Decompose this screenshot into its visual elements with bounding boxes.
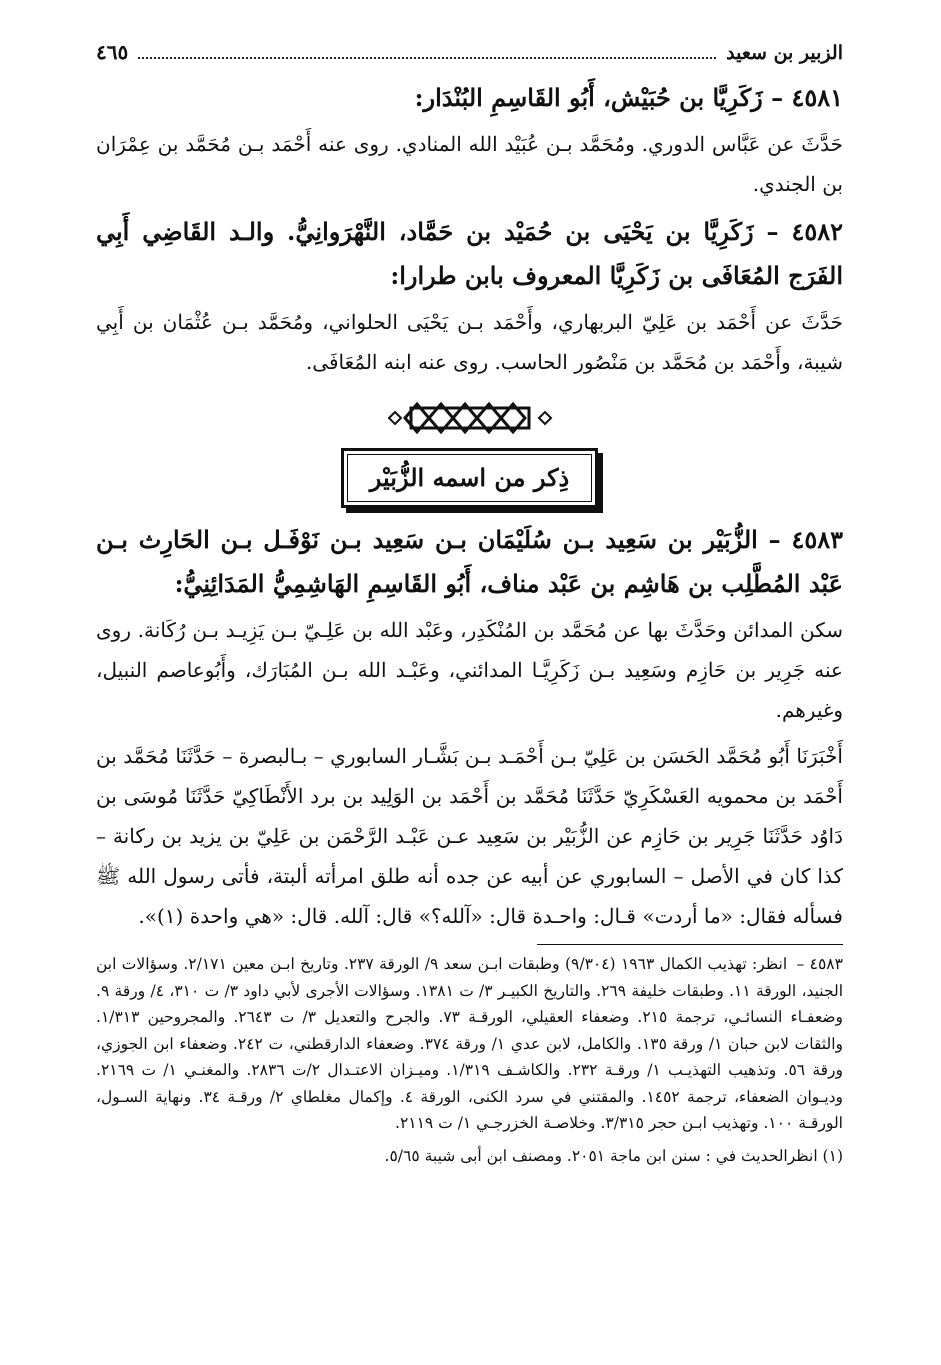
section-heading-frame (96, 448, 843, 508)
entry-4581-text: حَدَّثَ عن عَبَّاس الدوري. ومُحَمَّد بـن عُبَيْد الله المنادي. روى عنه أَحْمَد بـن مُحَمَّد بن عِمْرَان بن الجندي. (96, 132, 843, 196)
footnote-main-label: ٤٥٨٣ – (796, 955, 843, 973)
section-heading: ذِكر من اسمه الزُّبَيْر (347, 454, 592, 502)
footnote-main (96, 951, 843, 1137)
entry-4583-paragraph-2: أَخْبَرَنَا أَبُو مُحَمَّد الحَسَن بن عَلِيّ بـن أَحْمَـد بـن بَشَّـار السابوري – بـالبصرة – حَدَّثَنَا مُحَمَّد بن أَحْمَد بن محمويه العَسْكَرِيّ حَدَّثَنَا مُحَمَّد بن أَحْمَد بن الوَلِيد بن برد الأَنْطَاكِيّ حَدَّثَنَا مُوسَى بن دَاوُد حَدَّثَنَا جَرِير بن حَازِم عن الزُّبَيْر بن سَعِيد عـن عَبْـد الرَّحْمَن بن عَلِيّ بن يزيد بن ركانة – كذا كان في الأصل – السابوري عن أبيه عن جده أنه طلق امرأته ألبتة، فأتى رسول الله ﷺ فسأله فقال: «ما أردت» قـال: واحـدة قال: «آلله؟» قال: آلله. قال: «هي واحدة (١)». (96, 744, 843, 928)
ornament-divider (96, 396, 843, 440)
footnotes (96, 951, 843, 1169)
leader-dots (138, 43, 716, 59)
footnote-main-text: انظر: تهذيب الكمال ١٩٦٣ (٩/٣٠٤) وطبقات ابـن سعد ٩/ الورقة ٢٣٧. وتاريخ ابـن معين ٢/١٧١. وسؤالات ابن الجنيد، الورقة ١١. وطبقات خليفة ٢٦٩. والتاريخ الكبيـر ٣/ ت ١٣٨١. وسؤالات الأجرى لأبي داود ٣/ ت ٣١٠، ٤/ ورقة ٩. وضعفـاء النسائـي، ترجمة ٢١٥. وضعفاء العقيلي، الورقـة ٧٣. والجرح والتعديل ٣/ ت ٢٦٤٣. والمجروحين ١/٣١٣. والثقات لابن حبان ١/ ورقة ١٣٥. والكامل، لابن عدي ١/ ورقة ٣٧٤. وضعفاء الدارقطني، ت ٢٤٢. وضعفاء ابن الجوزي، ورقة ٥٦. وتذهيب التهذيـب ١/ ورقـة ٢٣٢. والكاشـف ١/٣١٩. وميـزان الاعتـدال ٢/ت ٢٨٣٦. والمغنـي ١/ ت ٢١٦٩. وديـوان الضعفاء، ترجمة ١٤٥٢. والمقتني في سرد الكنى، الورقة ٤. وإكمال مغلطاي ٢/ ورقـة ٣٤. ونهاية السـول، الورقـة ١٠٠. وتهذيب ابـن حجر ٣/٣١٥. وخلاصـة الخزرجـي ١/ ت ٢١١٩. (96, 955, 844, 1132)
entry-4583-paragraph-1: سكن المدائن وحَدَّثَ بها عن مُحَمَّد بن المُنْكَدِر، وعَبْد الله بن عَلِـيّ بـن يَزِيـد بـن رُكَانة. روى عنه جَرِير بن حَازِم وسَعِيد بـن زَكَرِيَّـا المدائني، وعَبْـد الله بـن المُبَارَك، وأَبُوعاصم النبيل، وغيرهم. (96, 618, 843, 722)
entry-4581-title: ٤٥٨١ – زَكَرِيَّا بن حُبَيْش، أَبُو القَاسِمِ البُنْدَار: (414, 83, 843, 112)
entry-4582-text: حَدَّثَ عن أَحْمَد بن عَلِيّ البربهاري، وأَحْمَد بـن يَحْيَى الحلواني، ومُحَمَّد بـن عُثْمَان بن أَبِي شيبة، وأَحْمَد بن مُحَمَّد بن مَنْصُور الحاسب. روى عنه ابنه المُعَافَى. (96, 310, 843, 374)
entry-4583-title: ٤٥٨٣ – الزُّبَيْر بن سَعِيد بـن سُلَيْمَان بـن سَعِيد بـن نَوْفَـل بـن الحَارِث بـن عَبْد المُطَّلِب بن هَاشِم بن عَبْد مناف، أَبُو القَاسِمِ الهَاشِمِيُّ المَدَائِنِيُّ: (96, 525, 843, 598)
running-title: الزبير بن سعيد (726, 42, 843, 64)
footnote-divider (537, 944, 843, 945)
section-heading-outer (341, 448, 598, 508)
ornament-icon (385, 398, 555, 438)
footnote-1: (١) انظرالحديث في : سنن ابن ماجة ٢٠٥١. ومصنف ابن أبى شيبة ٥/٦٥. (384, 1146, 843, 1165)
page-number: ٤٦٥ (96, 40, 129, 64)
page-header (96, 40, 843, 76)
entry-4582-title: ٤٥٨٢ – زَكَرِيَّا بن يَحْيَى بن حُمَيْد بن حَمَّاد، النَّهْرَوانِيُّ. والـد القَاضِي أَبِي الفَرَج المُعَافَى بن زَكَرِيَّا المعروف بابن طرارا: (96, 217, 843, 290)
